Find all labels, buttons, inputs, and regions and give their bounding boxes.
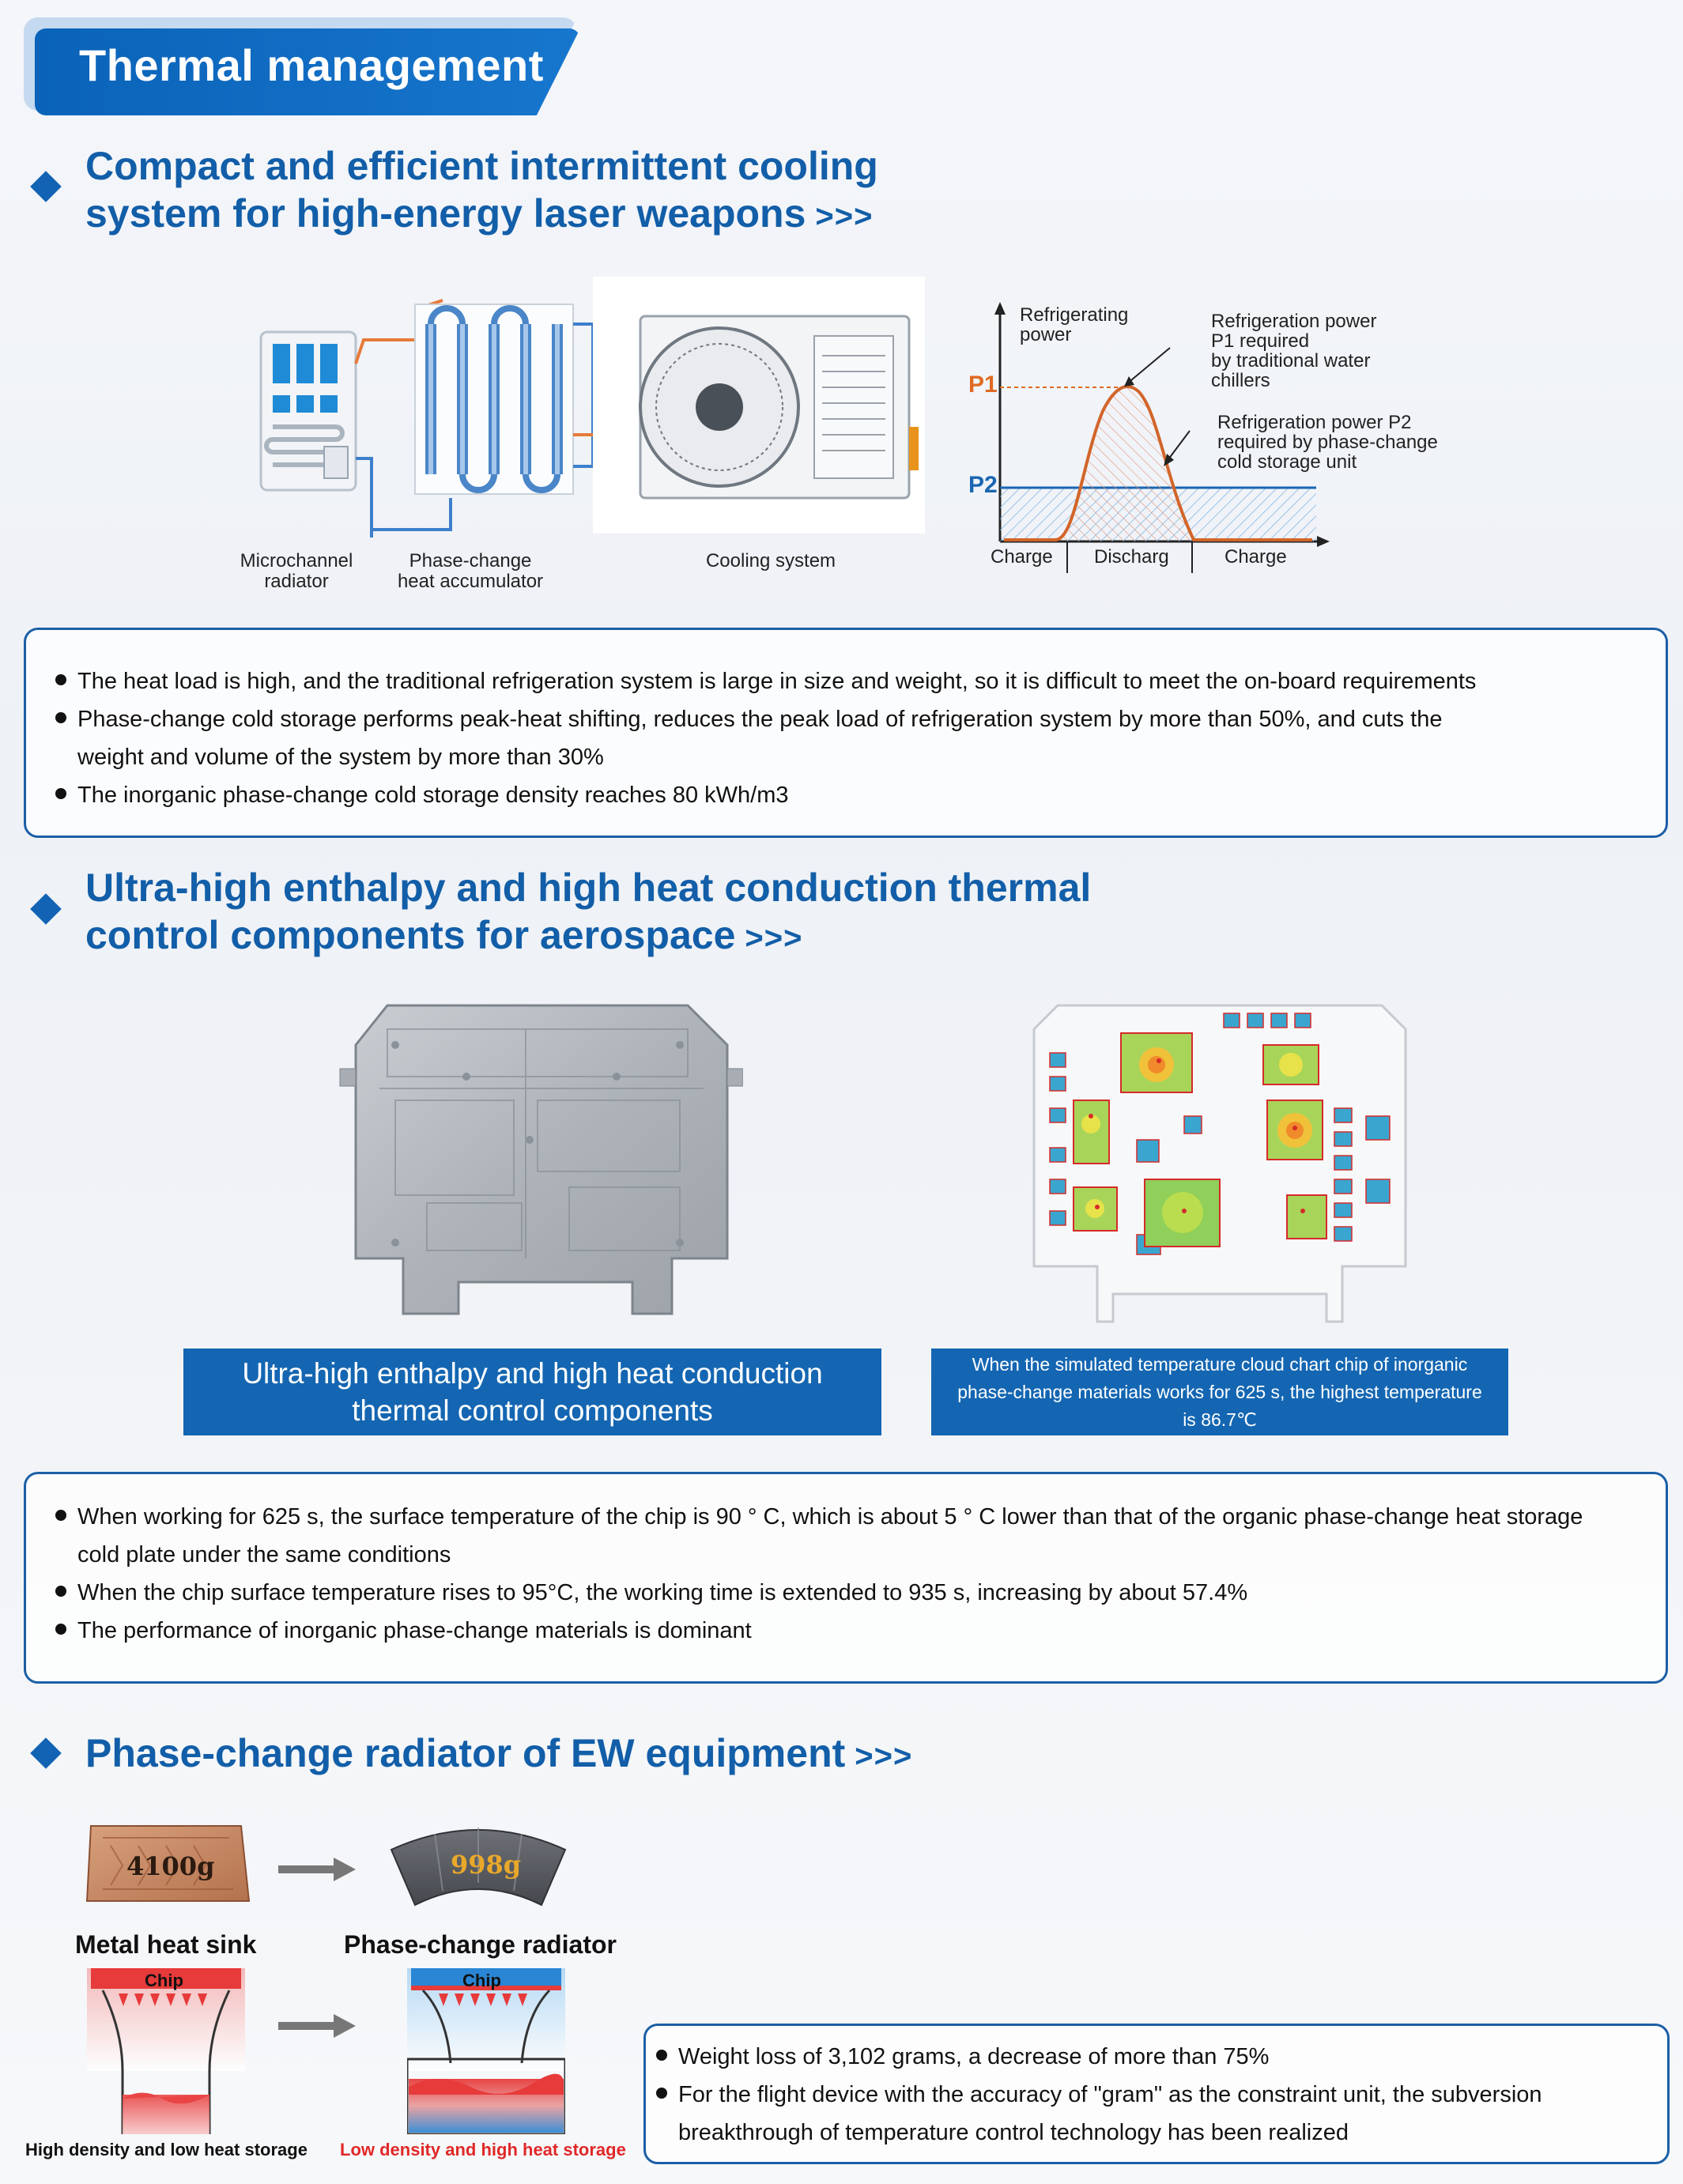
page-title: Thermal management [79,40,544,90]
bullet-dot-icon [55,1624,66,1635]
s1-bullet-2-text: Phase-change cold storage performs peak-heat shifting, reduces the peak load of refrigeration system by more than 50%, and cuts the [77,707,1443,732]
chart-x-segment-charge-1: Charge [991,546,1053,568]
diamond-bullet-icon [30,1737,62,1769]
plate-caption [183,1348,881,1435]
arrow-right-icon [278,1858,357,1881]
pc-caption: Low density and high heat storage [340,2140,626,2159]
s3-bullet-1 [656,2038,1269,2076]
s1-bullet-3-text: The inorganic phase-change cold storage density reaches 80 kWh/m3 [77,783,789,808]
chart-p2-label: P2 [968,472,998,498]
s1-bullet-3 [55,776,789,814]
hotspot-4 [1074,1100,1109,1164]
hotspot-2 [1263,1045,1319,1084]
section3-arrows: >>> [855,1739,913,1774]
hotspot-6 [1074,1187,1117,1231]
arrow-right-icon [278,2014,357,2038]
temperature-cloud-image [1026,998,1413,1330]
annot-p1-line4: chillers [1211,370,1270,391]
section1-heading-line1: Compact and efficient intermittent cooling [85,144,878,188]
chart-x-axis-arrow [1317,536,1330,547]
section1-heading-line2: system for high-energy laser weapons [85,191,806,236]
annot-p1-line2: P1 required [1211,330,1310,352]
bullet-dot-icon [55,1586,66,1597]
hotspot-5 [1145,1179,1220,1247]
s3-bullet-2-cont: breakthrough of temperature control technology has been realized [678,2120,1349,2145]
chart-annot-p1-pointer [1126,348,1170,384]
s3-bullet-2-text: For the flight device with the accuracy of "gram" as the constraint unit, the subversion [678,2082,1542,2107]
chart-ylabel-line2: power [1020,324,1072,345]
s3-bullet-2 [656,2076,1542,2114]
chart-y-axis-arrow [994,302,1006,315]
plate-caption-line2: thermal control components [352,1394,713,1427]
s2-bullet-2 [55,1574,1247,1612]
microchannel-label [229,551,364,592]
section2-heading-line2-wrap [85,911,1091,962]
cooling-unit-image [593,277,925,534]
annot-p1-line3: by traditional water [1211,350,1371,372]
section1-heading [85,142,878,240]
annot-p2-line3: cold storage unit [1217,451,1357,473]
cooling-system-diagram [237,277,925,538]
s1-bullet-1 [55,662,1476,700]
s1-bullet-2 [55,700,1442,738]
s2-bullet-1-cont: cold plate under the same conditions [77,1542,451,1567]
annot-p2-line2: required by phase-change [1217,432,1438,453]
chart-peak-fill [1055,387,1194,540]
chart-x-segment-discharge: Discharg [1094,546,1169,568]
thermal-plate-image [332,998,743,1337]
metal-weight-value: 4100g [126,1851,215,1881]
metal-chip-label: Chip [145,1971,183,1990]
section1-arrows: >>> [815,199,874,234]
chart-annotation-p1 [1211,311,1376,390]
s1-bullet-2-cont: weight and volume of the system by more than 30% [77,745,604,770]
s2-bullet-1-text: When working for 625 s, the surface temperature of the chip is 90 ° C, which is about 5 ° C lower than that of the organic phase-change heat storage [77,1504,1583,1530]
s2-bullet-2-text: When the chip surface temperature rises to 95°C, the working time is extended to 935 s, increasing by about 57.4% [77,1580,1248,1605]
s1-bullet-1-text: The heat load is high, and the traditional refrigeration system is large in size and weight, so it is difficult to meet the on-board requirements [77,669,1477,694]
bullet-dot-icon [55,674,66,685]
chart-ylabel [1020,305,1128,345]
section2-heading-line1: Ultra-high enthalpy and high heat conduction thermal [85,866,1092,910]
bullet-dot-icon [55,788,66,799]
s2-bullet-3 [55,1612,752,1650]
section2-heading [85,864,1091,962]
microchannel-label-line2: radiator [264,571,329,592]
bullet-dot-icon [55,1510,66,1521]
hotspot-7 [1287,1195,1326,1239]
annot-p2-line1: Refrigeration power P2 [1217,412,1412,433]
microchannel-label-line1: Microchannel [240,550,353,571]
section2-arrows: >>> [745,921,803,956]
accumulator-label-line2: heat accumulator [397,571,544,592]
section3-heading-text: Phase-change radiator of EW equipment [85,1731,846,1775]
chart-ylabel-line1: Refrigerating [1020,304,1129,326]
heat-accumulator-image [415,304,573,494]
cloud-caption-line2: phase-change materials works for 625 s, the highest temperature [957,1381,1482,1402]
accumulator-label [383,551,557,592]
cloud-caption-line3: is 86.7℃ [1183,1409,1257,1430]
phase-change-radiator-label: Phase-change radiator [344,1930,617,1959]
microchannel-radiator-image [261,332,356,490]
diamond-bullet-icon [30,893,62,925]
chart-x-segment-charge-2: Charge [1225,546,1287,568]
pc-heat-flow-diagram [407,1968,565,2134]
hotspot-1 [1121,1033,1192,1092]
metal-heat-sink-label: Metal heat sink [75,1930,257,1959]
section3-heading [85,1729,912,1780]
bullet-dot-icon [55,712,66,723]
section1-heading-line2-wrap [85,190,878,240]
pc-weight-value: 998g [451,1850,522,1880]
s2-bullet-3-text: The performance of inorganic phase-change materials is dominant [77,1618,752,1643]
cloud-chart-caption [931,1348,1508,1435]
cooling-system-label: Cooling system [705,550,836,571]
chart-annotation-p2 [1217,413,1438,472]
plate-caption-line1: Ultra-high enthalpy and high heat conduction [242,1357,823,1390]
bullet-dot-icon [656,2088,667,2099]
bullet-dot-icon [656,2050,667,2061]
chart-annot-p1-arrowhead [1124,376,1134,387]
accumulator-label-line1: Phase-change [409,550,532,571]
s2-bullet-1 [55,1498,1668,1536]
section2-heading-line2: control components for aerospace [85,913,736,957]
pc-chip-label: Chip [462,1971,501,1990]
annot-p1-line1: Refrigeration power [1211,311,1377,332]
diamond-bullet-icon [30,171,62,202]
chart-p1-label: P1 [968,372,998,398]
metal-heat-flow-diagram [87,1968,245,2134]
cloud-caption-line1: When the simulated temperature cloud chart chip of inorganic [972,1353,1468,1375]
s3-bullet-1-text: Weight loss of 3,102 grams, a decrease of more than 75% [678,2044,1270,2069]
metal-caption: High density and low heat storage [25,2140,308,2159]
